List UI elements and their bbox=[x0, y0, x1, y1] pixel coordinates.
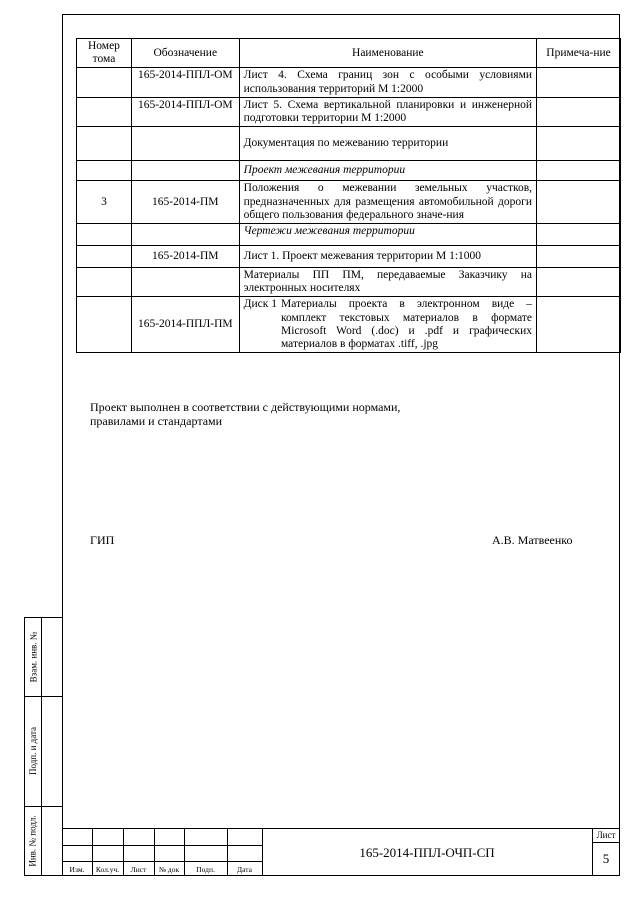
table-header-row bbox=[77, 39, 621, 68]
disk-label: Диск 1 bbox=[243, 298, 277, 311]
header-name: Наименование bbox=[239, 39, 536, 68]
note-line: Проект выполнен в соответствии с действующими нормами, bbox=[90, 400, 401, 414]
sheet-label: Лист bbox=[596, 830, 616, 840]
compliance-note bbox=[90, 400, 400, 429]
row-name: Лист 1. Проект межевания территории М 1:1000 bbox=[239, 245, 536, 267]
row-name bbox=[239, 297, 536, 353]
spec-table bbox=[76, 38, 621, 353]
row-name: Лист 4. Схема границ зон с особыми условиями использования территорий М 1:2000 bbox=[239, 68, 536, 97]
header-volume: Номер тома bbox=[77, 39, 132, 68]
table-row bbox=[77, 127, 621, 161]
row-name: Лист 5. Схема вертикальной планировки и инженерной подготовки территории М 1:2000 bbox=[239, 97, 536, 126]
caption-podp: Подп. bbox=[196, 864, 215, 874]
sheet-number: 5 bbox=[602, 851, 610, 866]
table-row bbox=[77, 223, 621, 245]
document-code: 165-2014-ППЛ-ОЧП-СП bbox=[359, 845, 495, 860]
side-divider bbox=[41, 618, 42, 875]
row-code: 165-2014-ПМ bbox=[131, 181, 239, 224]
signature-name: А.В. Матвеенко bbox=[492, 533, 573, 547]
row-name: Положения о межевании земельных участков, предназначенных для размещения автомобильной дороги общего пользования федерального значе-ния bbox=[239, 181, 536, 224]
caption-list: Лист bbox=[130, 864, 147, 874]
caption-izm: Изм. bbox=[69, 864, 85, 874]
header-code: Обозначение bbox=[131, 39, 239, 68]
caption-date: Дата bbox=[237, 864, 252, 874]
section-heading: Материалы ПП ПМ, передаваемые Заказчику на электронных носителях bbox=[239, 267, 536, 296]
header-note: Примеча-ние bbox=[537, 39, 621, 68]
table-row bbox=[77, 245, 621, 267]
caption-ndok: № док bbox=[158, 864, 180, 874]
table-row bbox=[77, 161, 621, 181]
section-heading: Документация по межеванию территории bbox=[239, 127, 536, 161]
row-code: 165-2014-ППЛ-ОМ bbox=[131, 97, 239, 126]
subsection-heading: Проект межевания территории bbox=[239, 161, 536, 181]
side-stamp bbox=[24, 617, 62, 876]
vzam-inv-label: Взам. инв. № bbox=[28, 631, 38, 683]
table-row bbox=[77, 267, 621, 296]
row-code: 165-2014-ППЛ-ОМ bbox=[131, 68, 239, 97]
row-code: 165-2014-ППЛ-ПМ bbox=[131, 297, 239, 353]
podp-date-label: Подп. и дата bbox=[28, 726, 38, 776]
row-volume: 3 bbox=[77, 181, 132, 224]
table-row bbox=[77, 181, 621, 224]
signature-role: ГИП bbox=[90, 533, 115, 547]
disk-description: Материалы проекта в электронном виде – комплект текстовых материалов в формате Microsoft Word (.doc) и .pdf и графических материалов в форматах .tiff, .jpg bbox=[280, 298, 533, 351]
caption-koluch: Кол.уч. bbox=[95, 864, 120, 874]
table-row bbox=[77, 68, 621, 97]
table-row bbox=[77, 97, 621, 126]
title-block bbox=[62, 828, 620, 876]
table-row bbox=[77, 297, 621, 353]
subsection-heading: Чертежи межевания территории bbox=[239, 223, 536, 245]
inv-podl-label: Инв. № подл. bbox=[28, 815, 38, 867]
row-code: 165-2014-ПМ bbox=[131, 245, 239, 267]
note-line: правилами и стандартами bbox=[90, 414, 223, 429]
